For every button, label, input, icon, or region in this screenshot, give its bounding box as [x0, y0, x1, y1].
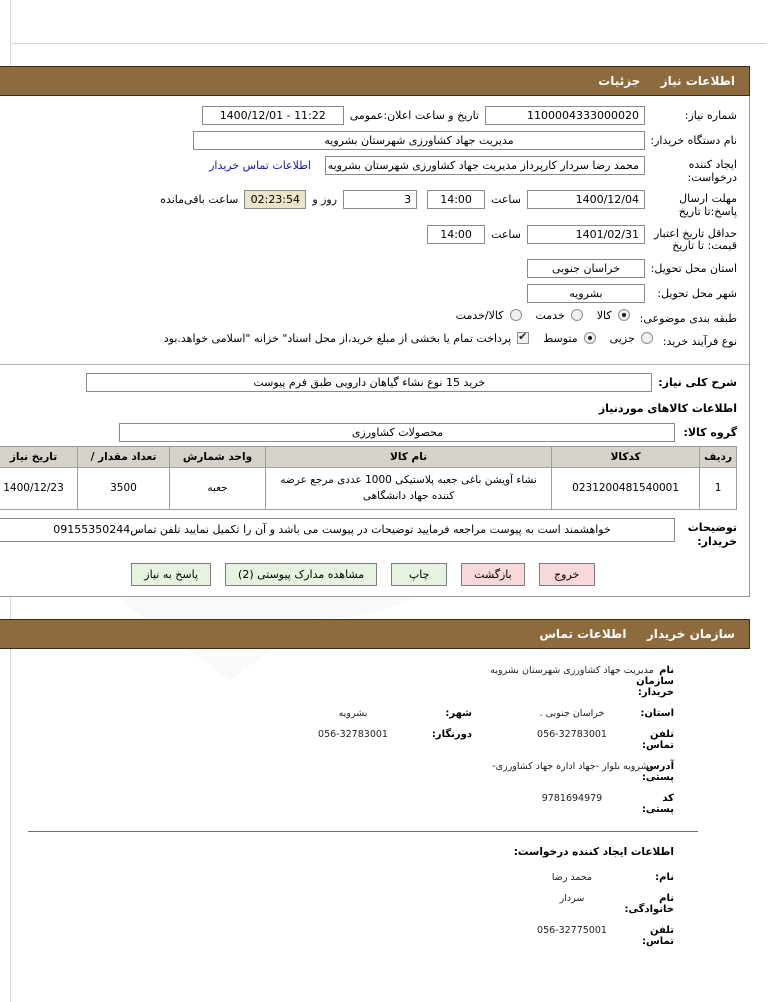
section-header-buyer-contact: [0, 619, 750, 649]
cell-code: 0231200481540001: [552, 468, 700, 509]
top-divider: [12, 43, 766, 44]
back-button[interactable]: بازگشت: [461, 563, 525, 586]
contact-city-label: شهر:: [445, 708, 472, 720]
row-contact-phone-fax: [0, 729, 750, 751]
need-number-label: شماره نیاز:: [684, 109, 737, 122]
validity-label: حداقل تاریخ اعتبار قیمت: تا تاریخ: [653, 226, 737, 253]
contact-postcode-value: 9781694979: [541, 793, 603, 805]
action-buttons-row: [0, 563, 737, 586]
buyer-note-field: خواهشمند است به پیوست مراجعه فرمایید توضیحات در پیوست می باشد و آن را تکمیل نمایید تلفن تماس09155350244: [0, 518, 675, 542]
countdown-suffix-label: ساعت باقی‌مانده: [160, 193, 239, 207]
creator-label: ایجاد کننده درخواست:: [687, 158, 737, 184]
col-name: نام کالا: [266, 447, 552, 468]
contact-header-title-2: سازمان خریدار: [646, 627, 735, 642]
header-title-primary: جزئیات: [598, 74, 641, 88]
contact-org-name-label: نام سازمان خریدار:: [636, 665, 674, 699]
contact-phone-label: تلفن تماس:: [641, 729, 674, 752]
row-contact-org-name: [0, 665, 750, 698]
row-delivery-province: [0, 259, 737, 278]
contact-phone-value: 056-32783001: [537, 729, 607, 741]
header-title-secondary: اطلاعات نیاز: [660, 74, 735, 88]
page-content: [0, 66, 750, 961]
row-contact-address: [0, 761, 750, 783]
requester-section-title: اطلاعات ایجاد کننده درخواست:: [513, 846, 674, 859]
validity-time-field: 14:00: [427, 225, 485, 244]
buyer-contact-section: [0, 619, 750, 961]
requester-phone-label: تلفن تماس:: [641, 925, 674, 948]
cell-quantity: 3500: [78, 468, 170, 509]
summary-label: شرح کلی نیاز:: [658, 376, 737, 390]
deadline-date-field: 1400/12/04: [527, 190, 645, 209]
process-radio-medium[interactable]: [584, 332, 596, 344]
goods-table-head: [0, 447, 737, 468]
section-header-need-details: [0, 66, 750, 96]
cell-row-no: 1: [700, 468, 737, 509]
contact-province-value: خراسان جنوبی .: [539, 708, 605, 720]
row-contact-province-city: [0, 708, 750, 719]
contact-divider: [28, 831, 698, 832]
goods-group-label: گروه کالا:: [683, 426, 737, 440]
classification-label: طبقه بندی موضوعی:: [639, 311, 737, 325]
requester-last-name-value: سردار: [559, 893, 585, 905]
classification-option-goods-label: کالا: [596, 308, 612, 322]
requester-first-name-label: نام:: [655, 872, 674, 884]
announce-datetime-field: 11:22 - 1400/12/01: [202, 106, 344, 125]
deadline-time-field: 14:00: [427, 190, 485, 209]
treasury-document-label: پرداخت تمام یا بخشی از مبلغ خرید،از محل اسناد" خزانه "اسلامی خواهد.بود: [163, 331, 512, 345]
process-option-medium-label: متوسط: [543, 331, 578, 345]
row-requester-phone: [0, 925, 750, 947]
creator-field: محمد رضا سردار کارپرداز مدیریت جهاد کشاورزی شهرستان بشرویه: [325, 156, 645, 175]
requester-phone-value: 056-32775001: [537, 925, 607, 937]
remaining-days-field: 3: [343, 190, 417, 209]
col-unit: واحد شمارش: [170, 447, 266, 468]
delivery-province-field: خراسان جنوبی: [527, 259, 645, 278]
contact-postcode-label: کد پستی:: [641, 793, 674, 816]
contact-org-name-value: مدیریت جهاد کشاورزی شهرستان بشرویه: [490, 665, 654, 677]
view-attachments-button[interactable]: مشاهده مدارک پیوستی (2): [225, 563, 377, 586]
buyer-contact-body: [0, 649, 750, 961]
row-need-number: [0, 106, 737, 125]
row-buyer-note: [0, 518, 737, 550]
row-delivery-city: [0, 284, 737, 303]
need-summary-section: [0, 365, 749, 596]
respond-to-need-button[interactable]: پاسخ به نیاز: [131, 563, 211, 586]
requester-first-name-value: محمد رضا: [551, 872, 593, 884]
goods-table: [0, 446, 737, 509]
row-purchase-process: [0, 332, 737, 349]
goods-info-title: اطلاعات کالاهای موردنیاز: [598, 402, 737, 416]
validity-date-field: 1401/02/31: [527, 225, 645, 244]
row-subject-classification: [0, 309, 737, 326]
need-details-body: [0, 96, 749, 358]
buyer-contact-info-link[interactable]: اطلاعات تماس خریدار: [209, 159, 311, 172]
delivery-city-label: شهر محل تحویل:: [657, 286, 737, 300]
requester-last-name-label: نام خانوادگی:: [624, 893, 674, 916]
classification-option-goods-service-label: کالا/خدمت: [455, 308, 504, 322]
cell-name: نشاء آویشن باغی جعبه پلاستیکی 1000 عددی مرجع عرضه کننده جهاد دانشگاهی: [266, 468, 552, 509]
col-row-no: ردیف: [700, 447, 737, 468]
goods-group-field: محصولات کشاورزی: [119, 423, 675, 442]
row-response-deadline: [0, 190, 737, 218]
contact-province-label: استان:: [640, 708, 674, 720]
table-row: [0, 468, 737, 509]
contact-city-value: بشرویه: [338, 708, 368, 720]
process-option-minor-label: جزیی: [609, 331, 635, 345]
classification-radio-service[interactable]: [571, 309, 583, 321]
days-unit-label: روز و: [312, 193, 338, 207]
contact-fax-value: 056-32783001: [318, 729, 388, 741]
buyer-note-label: توضیحات خریدار:: [687, 520, 737, 549]
col-quantity: تعداد مقدار /: [78, 447, 170, 468]
delivery-province-label: استان محل تحویل:: [650, 261, 737, 275]
treasury-document-checkbox[interactable]: [517, 332, 529, 344]
row-buyer-organization: [0, 131, 737, 150]
contact-header-title-1: اطلاعات تماس: [539, 627, 627, 642]
exit-button[interactable]: خروج: [539, 563, 595, 586]
buyer-org-field: مدیریت جهاد کشاورزی شهرستان بشرویه: [193, 131, 645, 150]
classification-radio-goods-service[interactable]: [510, 309, 522, 321]
col-code: کدکالا: [552, 447, 700, 468]
row-requester-first-name: [0, 872, 750, 883]
print-button[interactable]: چاپ: [391, 563, 447, 586]
row-price-validity: [0, 225, 737, 253]
process-radio-minor[interactable]: [641, 332, 653, 344]
deadline-label: مهلت ارسال پاسخ:تا تاریخ: [678, 192, 737, 218]
row-requester-last-name: [0, 893, 750, 915]
cell-need-date: 1400/12/23: [0, 468, 78, 509]
delivery-city-field: بشرویه: [527, 284, 645, 303]
need-number-field: 1100004333000020: [485, 106, 645, 125]
countdown-timer-field: 02:23:54: [244, 190, 306, 209]
contact-address-value: بشرویه بلوار -جهاد اداره جهاد کشاورزی-: [492, 761, 652, 773]
need-details-panel: [0, 96, 750, 597]
classification-radio-goods[interactable]: [618, 309, 630, 321]
buyer-org-label: نام دستگاه خریدار:: [650, 134, 737, 147]
process-label: نوع فرآیند خرید:: [662, 334, 737, 348]
contact-address-label: آدرس پستی:: [641, 761, 674, 784]
goods-table-body: [0, 468, 737, 509]
row-need-summary: [0, 373, 737, 392]
summary-field: خرید 15 نوع نشاء گیاهان دارویی طبق فرم پیوست: [86, 373, 652, 392]
contact-fax-label: دورنگار:: [431, 729, 472, 741]
col-need-date: تاریخ نیاز: [0, 447, 78, 468]
row-goods-group: [0, 423, 737, 442]
row-contact-postcode: [0, 793, 750, 815]
cell-unit: جعبه: [170, 468, 266, 509]
validity-time-label: ساعت: [491, 227, 521, 241]
deadline-time-label: ساعت: [491, 193, 521, 207]
goods-table-header-row: [0, 447, 737, 468]
classification-option-service-label: خدمت: [535, 308, 565, 322]
row-request-creator: [0, 156, 737, 184]
announce-label: تاریخ و ساعت اعلان:عمومی: [349, 109, 479, 122]
